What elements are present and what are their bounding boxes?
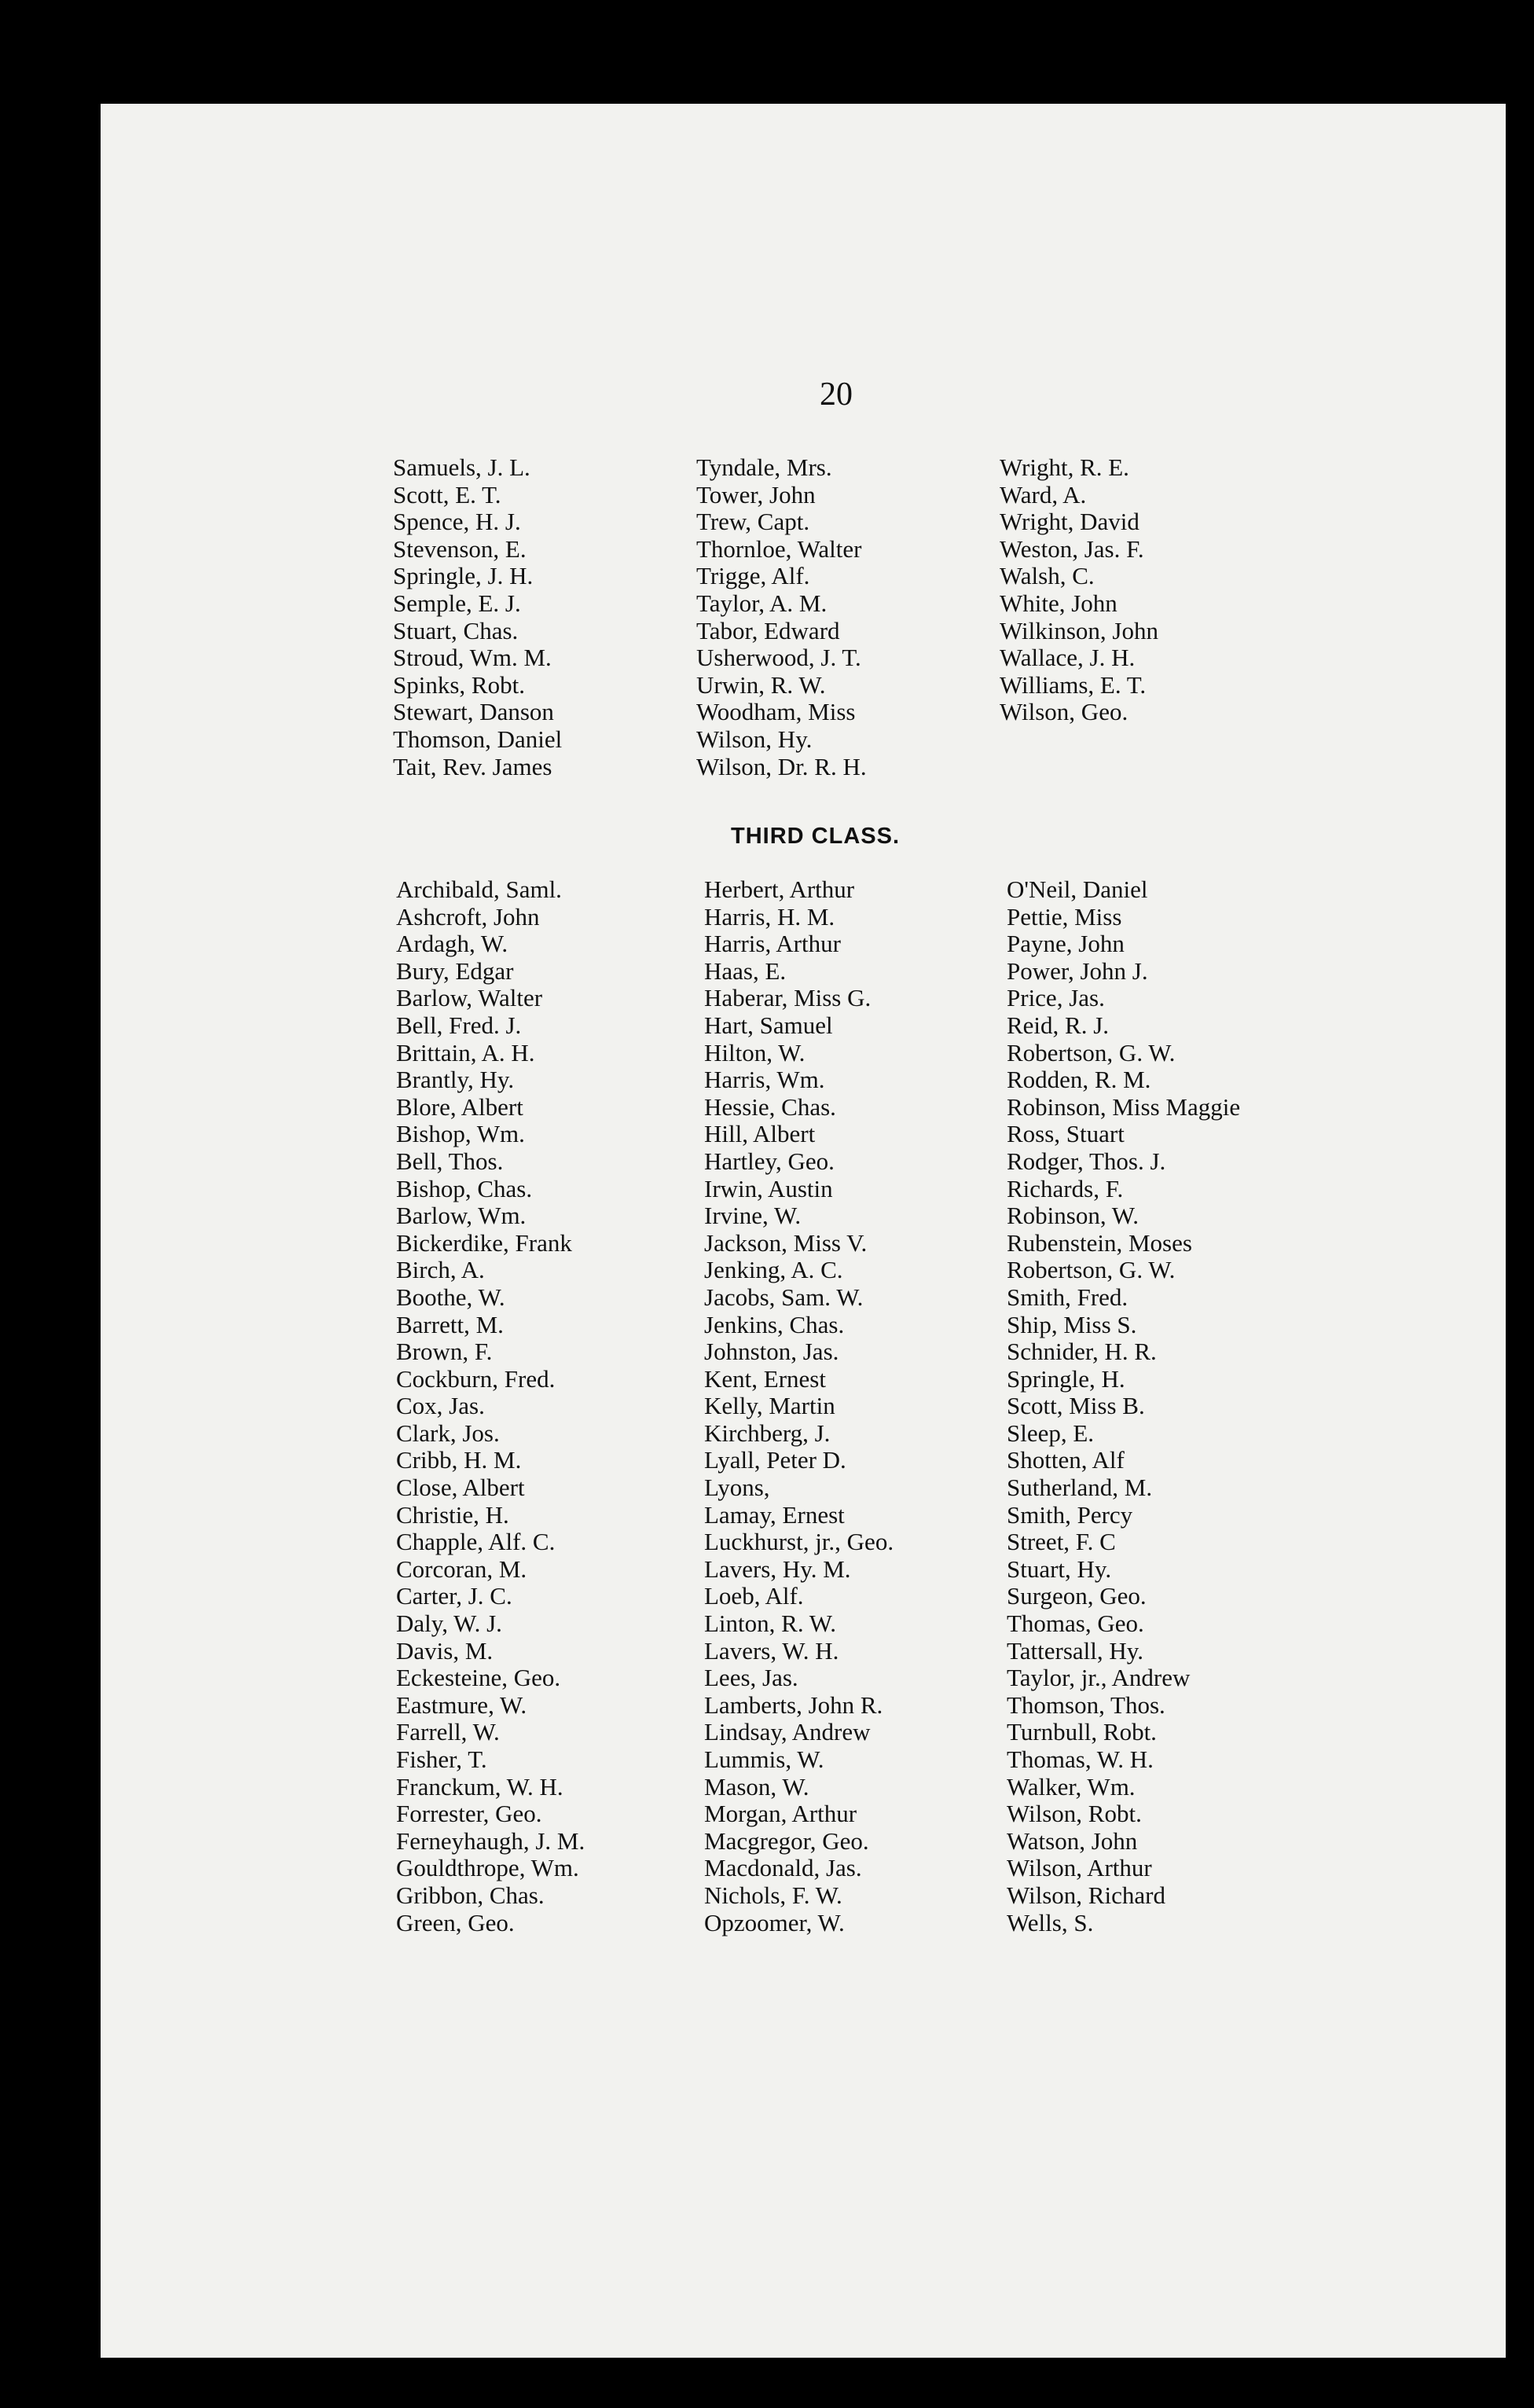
name-entry: Barlow, Wm. [396,1202,527,1230]
name-entry: Luckhurst, jr., Geo. [704,1528,894,1556]
name-entry: Stroud, Wm. M. [393,644,552,672]
name-entry: Barlow, Walter [396,984,543,1012]
name-entry: Tabor, Edward [696,616,840,644]
name-entry: Watson, John [1007,1826,1138,1855]
name-entry: Kent, Ernest [704,1364,826,1393]
name-entry: Close, Albert [396,1474,525,1502]
name-entry: Jenking, A. C. [704,1256,843,1284]
name-entry: Lummis, W. [704,1745,824,1773]
name-entry: Bickerdike, Frank [396,1228,572,1257]
name-entry: Power, John J. [1007,956,1148,985]
name-entry: Johnston, Jas. [704,1338,839,1366]
name-entry: Franckum, W. H. [396,1772,563,1800]
name-entry: Jenkins, Chas. [704,1310,845,1338]
name-entry: Stuart, Hy. [1007,1555,1112,1583]
name-entry: Walker, Wm. [1007,1772,1136,1800]
name-entry: Ship, Miss S. [1007,1310,1137,1338]
name-entry: Herbert, Arthur [704,875,855,903]
name-entry: Sutherland, M. [1007,1474,1153,1502]
top-name-column-1 [393,454,562,780]
name-entry: Taylor, jr., Andrew [1007,1664,1191,1692]
name-entry: Spence, H. J. [393,508,521,536]
name-entry: Pettie, Miss [1007,902,1122,931]
name-entry: Lamay, Ernest [704,1500,845,1529]
name-entry: Cockburn, Fred. [396,1364,556,1393]
third-class-column-2 [704,876,894,1936]
name-entry: Springle, J. H. [393,562,534,590]
name-entry: Eckesteine, Geo. [396,1664,561,1692]
name-entry: Walsh, C. [1000,562,1095,590]
name-entry: Wells, S. [1007,1908,1094,1936]
name-entry: Reid, R. J. [1007,1011,1110,1039]
name-entry: Weston, Jas. F. [1000,534,1144,563]
name-entry: Wilson, Geo. [1000,698,1128,726]
name-entry: Thomson, Thos. [1007,1690,1165,1719]
name-entry: Schnider, H. R. [1007,1338,1157,1366]
name-entry: Wilson, Hy. [696,725,813,753]
name-entry: Payne, John [1007,930,1125,958]
name-entry: Robertson, G. W. [1007,1038,1176,1066]
name-entry: Spinks, Robt. [393,670,525,699]
name-entry: O'Neil, Daniel [1007,875,1148,903]
top-name-column-2 [696,454,867,780]
name-entry: Christie, H. [396,1500,509,1529]
name-entry: Hart, Samuel [704,1011,833,1039]
name-entry: Samuels, J. L. [393,453,530,481]
name-entry: Stewart, Danson [393,698,554,726]
name-entry: Bell, Fred. J. [396,1011,522,1039]
name-entry: Thomson, Daniel [393,725,563,753]
name-entry: Forrester, Geo. [396,1800,542,1828]
name-entry: Lavers, Hy. M. [704,1555,851,1583]
name-entry: Kelly, Martin [704,1392,835,1420]
name-entry: Woodham, Miss [696,698,856,726]
name-entry: Harris, Arthur [704,930,841,958]
name-entry: Wilson, Richard [1007,1881,1165,1909]
name-entry: Tait, Rev. James [393,752,552,780]
name-entry: Hill, Albert [704,1120,816,1148]
name-entry: Chapple, Alf. C. [396,1528,556,1556]
name-entry: Shotten, Alf [1007,1446,1125,1474]
name-entry: Wilson, Robt. [1007,1800,1142,1828]
name-entry: Eastmure, W. [396,1690,527,1719]
name-entry: Wright, David [1000,508,1139,536]
name-entry: Kirchberg, J. [704,1419,831,1447]
name-entry: Ross, Stuart [1007,1120,1125,1148]
name-entry: Bishop, Wm. [396,1120,525,1148]
name-entry: Lindsay, Andrew [704,1718,871,1746]
name-entry: Robinson, Miss Maggie [1007,1092,1241,1121]
name-entry: Wilkinson, John [1000,616,1158,644]
name-entry: Williams, E. T. [1000,670,1147,699]
name-entry: Gouldthrope, Wm. [396,1854,579,1882]
name-entry: Hessie, Chas. [704,1092,836,1121]
name-entry: Wright, R. E. [1000,453,1129,481]
name-entry: Lyons, [704,1474,770,1502]
name-entry: Corcoran, M. [396,1555,527,1583]
name-entry: Cribb, H. M. [396,1446,522,1474]
name-entry: Rodger, Thos. J. [1007,1147,1166,1175]
name-entry: Barrett, M. [396,1310,504,1338]
name-entry: Tyndale, Mrs. [696,453,832,481]
name-entry: Macgregor, Geo. [704,1826,869,1855]
name-entry: Ward, A. [1000,480,1087,508]
name-entry: Thomas, W. H. [1007,1745,1154,1773]
name-entry: Rodden, R. M. [1007,1066,1151,1094]
name-entry: Tattersall, Hy. [1007,1636,1144,1665]
name-entry: Wallace, J. H. [1000,644,1136,672]
name-entry: Ardagh, W. [396,930,508,958]
name-entry: White, John [1000,589,1117,617]
name-entry: Taylor, A. M. [696,589,828,617]
name-entry: Harris, Wm. [704,1066,825,1094]
name-entry: Nichols, F. W. [704,1881,842,1909]
third-class-heading: THIRD CLASS. [731,824,900,849]
name-entry: Opzoomer, W. [704,1908,845,1936]
name-entry: Archibald, Saml. [396,875,562,903]
name-entry: Stevenson, E. [393,534,527,563]
name-entry: Tower, John [696,480,816,508]
name-entry: Semple, E. J. [393,589,521,617]
name-entry: Mason, W. [704,1772,809,1800]
name-entry: Bell, Thos. [396,1147,504,1175]
name-entry: Daly, W. J. [396,1610,502,1638]
name-entry: Morgan, Arthur [704,1800,857,1828]
name-entry: Harris, H. M. [704,902,835,931]
name-entry: Surgeon, Geo. [1007,1582,1147,1610]
name-entry: Urwin, R. W. [696,670,826,699]
name-entry: Jacobs, Sam. W. [704,1283,864,1311]
name-entry: Clark, Jos. [396,1419,500,1447]
name-entry: Hartley, Geo. [704,1147,835,1175]
name-entry: Ferneyhaugh, J. M. [396,1826,585,1855]
name-entry: Gribbon, Chas. [396,1881,545,1909]
name-entry: Robertson, G. W. [1007,1256,1176,1284]
name-entry: Cox, Jas. [396,1392,485,1420]
name-entry: Trigge, Alf. [696,562,810,590]
name-entry: Irvine, W. [704,1202,802,1230]
name-entry: Rubenstein, Moses [1007,1228,1192,1257]
name-entry: Davis, M. [396,1636,494,1665]
third-class-column-3 [1007,876,1240,1936]
name-entry: Linton, R. W. [704,1610,836,1638]
name-entry: Trew, Capt. [696,508,810,536]
name-entry: Haberar, Miss G. [704,984,872,1012]
name-entry: Richards, F. [1007,1174,1124,1202]
name-entry: Irwin, Austin [704,1174,833,1202]
name-entry: Farrell, W. [396,1718,500,1746]
name-entry: Usherwood, J. T. [696,644,861,672]
name-entry: Bury, Edgar [396,956,514,985]
third-class-column-1 [396,876,585,1936]
name-entry: Smith, Percy [1007,1500,1133,1529]
name-entry: Lyall, Peter D. [704,1446,846,1474]
name-entry: Brown, F. [396,1338,493,1366]
name-entry: Ashcroft, John [396,902,540,931]
name-entry: Fisher, T. [396,1745,487,1773]
name-entry: Smith, Fred. [1007,1283,1128,1311]
name-entry: Carter, J. C. [396,1582,512,1610]
name-entry: Springle, H. [1007,1364,1125,1393]
name-entry: Thornloe, Walter [696,534,862,563]
name-entry: Green, Geo. [396,1908,515,1936]
name-entry: Turnbull, Robt. [1007,1718,1157,1746]
name-entry: Bishop, Chas. [396,1174,533,1202]
name-entry: Stuart, Chas. [393,616,519,644]
name-entry: Blore, Albert [396,1092,523,1121]
name-entry: Hilton, W. [704,1038,806,1066]
name-entry: Scott, E. T. [393,480,501,508]
name-entry: Lavers, W. H. [704,1636,839,1665]
name-entry: Jackson, Miss V. [704,1228,868,1257]
name-entry: Scott, Miss B. [1007,1392,1145,1420]
page-number: 20 [820,376,853,413]
name-entry: Brantly, Hy. [396,1066,515,1094]
name-entry: Loeb, Alf. [704,1582,804,1610]
name-entry: Wilson, Arthur [1007,1854,1152,1882]
name-entry: Thomas, Geo. [1007,1610,1144,1638]
name-entry: Lees, Jas. [704,1664,798,1692]
name-entry: Brittain, A. H. [396,1038,535,1066]
name-entry: Birch, A. [396,1256,485,1284]
name-entry: Lamberts, John R. [704,1690,883,1719]
name-entry: Sleep, E. [1007,1419,1095,1447]
name-entry: Street, F. C [1007,1528,1116,1556]
name-entry: Macdonald, Jas. [704,1854,862,1882]
name-entry: Price, Jas. [1007,984,1105,1012]
name-entry: Haas, E. [704,956,787,985]
name-entry: Robinson, W. [1007,1202,1139,1230]
name-entry: Boothe, W. [396,1283,505,1311]
top-name-column-3 [1000,454,1158,726]
name-entry: Wilson, Dr. R. H. [696,752,867,780]
